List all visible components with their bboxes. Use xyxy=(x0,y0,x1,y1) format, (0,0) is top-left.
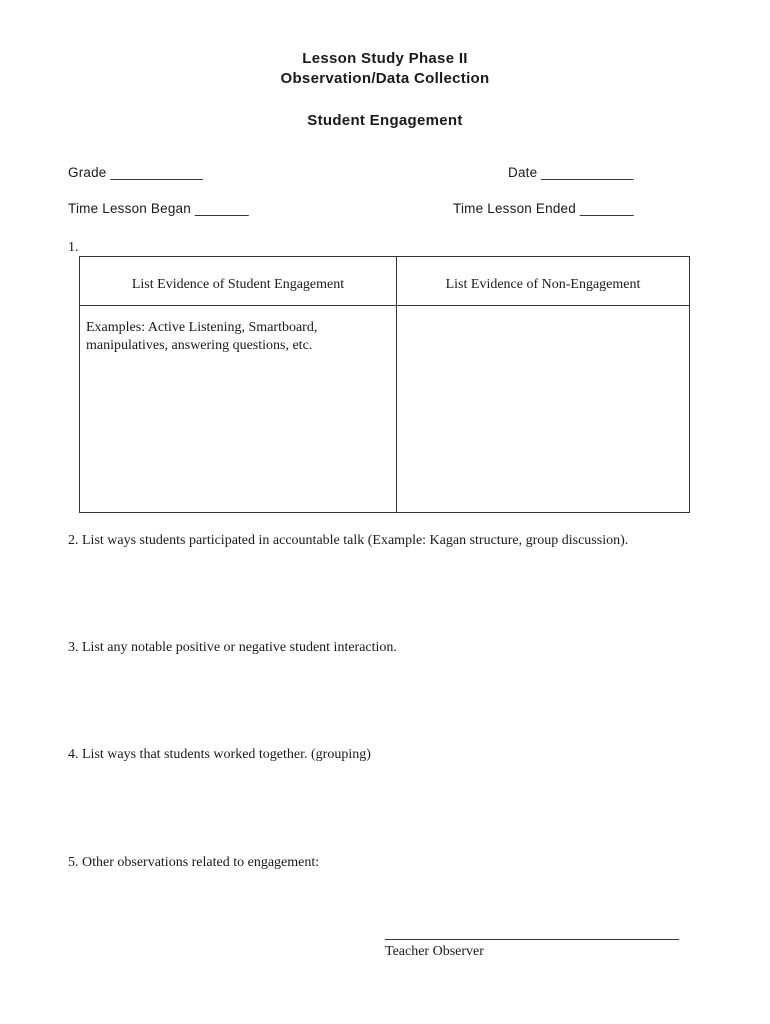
time-ended-field: Time Lesson Ended _______ xyxy=(453,201,634,216)
grade-field: Grade ____________ xyxy=(68,165,203,180)
evidence-table xyxy=(79,256,690,513)
signature-label: Teacher Observer xyxy=(385,944,484,959)
question-3: 3. List any notable positive or negative student interaction. xyxy=(68,640,397,655)
date-field: Date ____________ xyxy=(508,165,634,180)
page-subtitle: Student Engagement xyxy=(307,112,463,129)
title-line-2: Observation/Data Collection xyxy=(280,70,490,87)
title-line-1: Lesson Study Phase II xyxy=(302,50,468,67)
question-1-number: 1. xyxy=(68,240,79,255)
time-began-field: Time Lesson Began _______ xyxy=(68,201,249,216)
signature-line xyxy=(385,939,679,940)
engagement-column-header: List Evidence of Student Engagement xyxy=(131,277,345,292)
non-engagement-column-header: List Evidence of Non-Engagement xyxy=(445,277,641,292)
question-4: 4. List ways that students worked together. (grouping) xyxy=(68,747,371,762)
engagement-examples xyxy=(86,319,386,355)
question-2: 2. List ways students participated in accountable talk (Example: Kagan structure, group discussion). xyxy=(68,533,629,548)
question-5: 5. Other observations related to engagement: xyxy=(68,855,320,870)
example-line-2: manipulatives, answering questions, etc. xyxy=(86,338,313,353)
table-row-divider xyxy=(80,305,689,306)
example-line-1: Examples: Active Listening, Smartboard, xyxy=(86,320,318,335)
